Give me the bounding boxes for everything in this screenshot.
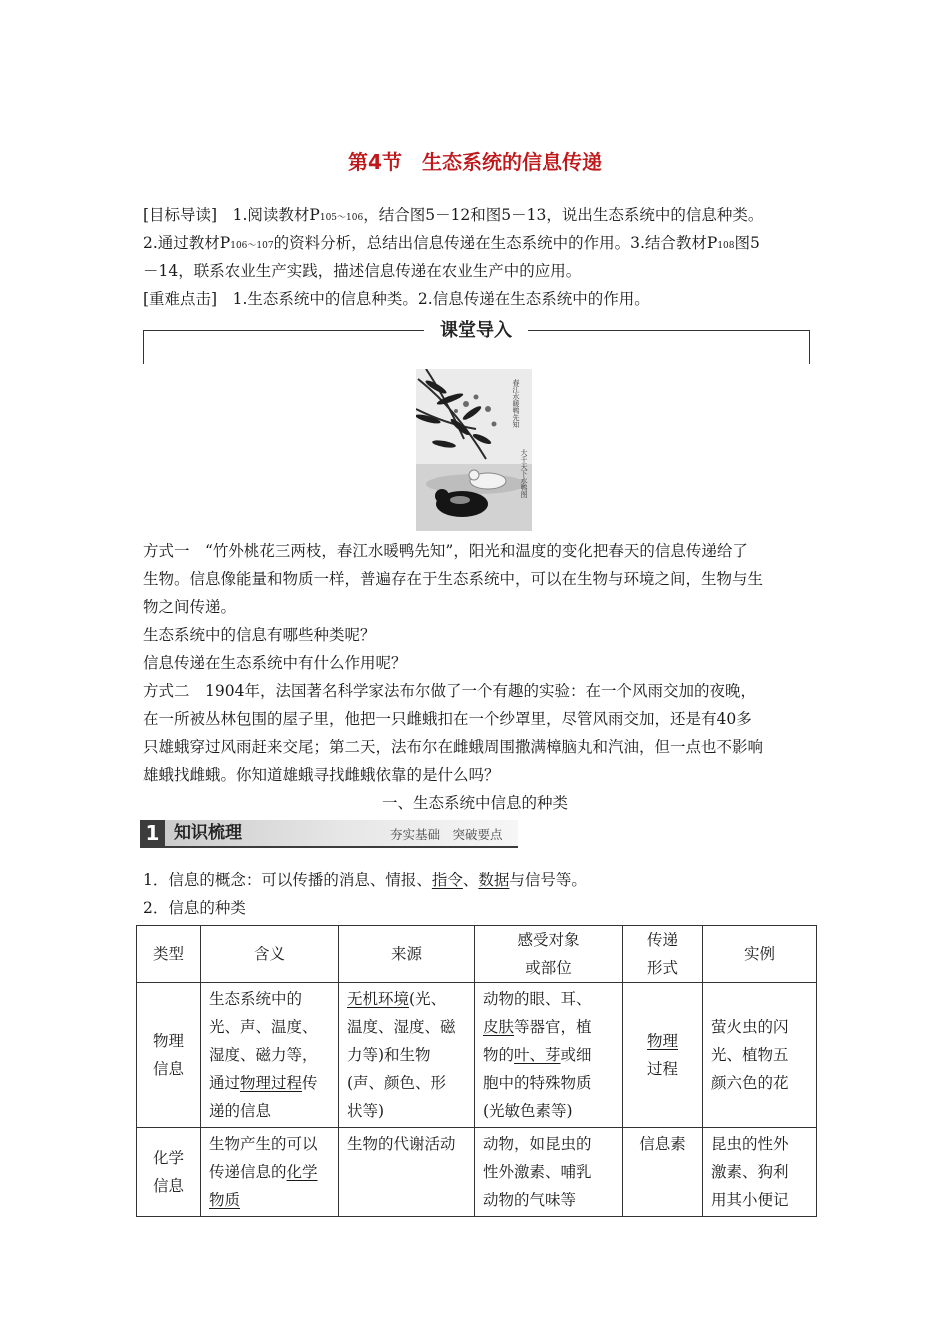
knowledge-bar-title: 知识梳理 (174, 823, 242, 843)
knowledge-bar (140, 820, 518, 846)
ink-painting-image (416, 369, 532, 531)
keypoints: [重难点击] 1.生态系统中的信息种类。2.信息传递在生态系统中的作用。 (143, 290, 650, 308)
painting-caption-text: 大千天下水鸭图 (520, 449, 528, 498)
way2-line-2: 在一所被丛林包围的屋子里，他把一只雌蛾扣在一个纱罩里，尽管风雨交加，还是有40多 (143, 710, 752, 728)
bamboo-ducks-illustration (416, 369, 532, 531)
types-heading: 2．信息的种类 (143, 899, 246, 917)
page-title: 第4节 生态系统的信息传递 (348, 150, 602, 174)
cell-mode: 信息素 (623, 1128, 703, 1217)
intro-section-label: 课堂导入 (424, 316, 528, 346)
header-source: 来源 (339, 926, 475, 983)
info-concept: 1．信息的概念：可以传播的消息、情报、指令、数据与信号等。 (143, 871, 587, 889)
goals-label: [目标导读] (143, 206, 218, 224)
blank-answer: 化学 (286, 1163, 318, 1181)
blank-answer: 叶、芽 (514, 1046, 561, 1064)
table-row-physical (137, 983, 817, 1128)
header-example: 实例 (703, 926, 817, 983)
painting-poem-text: 春江水暖鸭先知 (512, 379, 520, 428)
table-row-chemical (137, 1128, 817, 1217)
cell-type: 化学 信息 (137, 1128, 201, 1217)
header-mode: 传递 形式 (623, 926, 703, 983)
blank-answer: 物质 (209, 1191, 241, 1209)
knowledge-bar-number: 1 (140, 820, 165, 846)
blank-answer: 物理过程 (240, 1074, 303, 1092)
way2-line-4: 雄蛾找雌蛾。你知道雄蛾寻找雌蛾依靠的是什么吗？ (143, 766, 500, 784)
info-types-table (136, 925, 817, 1217)
way1-line-1: 方式一 “竹外桃花三两枝，春江水暖鸭先知”，阳光和温度的变化把春天的信息传递给了 (143, 542, 748, 560)
way2-line-1: 方式二 1904年，法国著名科学家法布尔做了一个有趣的实验：在一个风雨交加的夜晚， (143, 682, 756, 700)
way1-line-2: 生物。信息像能量和物质一样，普遍存在于生态系统中，可以在生物与环境之间，生物与生 (143, 570, 764, 588)
cell-receptor: 动物的眼、耳、 皮肤等器官，植 物的叶、芽或细 胞中的特殊物质 (光敏色素等) (475, 983, 623, 1128)
table-header-row (137, 926, 817, 983)
blank-answer: 数据 (478, 871, 510, 889)
header-meaning: 含义 (201, 926, 339, 983)
goals-line-1: [目标导读] 1.阅读教材P105～106，结合图5－12和图5－13，说出生态系统中的信息种类。 (143, 206, 764, 224)
cell-source: 无机环境(光、 温度、湿度、磁 力等)和生物 (声、颜色、形 状等) (339, 983, 475, 1128)
header-receptor: 感受对象 或部位 (475, 926, 623, 983)
question-1: 生态系统中的信息有哪些种类呢？ (143, 626, 376, 644)
knowledge-bar-tagline: 夯实基础 突破要点 (390, 827, 503, 842)
way1-line-3: 物之间传递。 (143, 598, 237, 616)
cell-type: 物理 信息 (137, 983, 201, 1128)
cell-example: 昆虫的性外 激素、狗利 用其小便记 (703, 1128, 817, 1217)
cell-mode: 物理 过程 (623, 983, 703, 1128)
cell-receptor: 动物，如昆虫的 性外激素、哺乳 动物的气味等 (475, 1128, 623, 1217)
blank-answer: 物理 (646, 1032, 678, 1050)
way2-line-3: 只雄蛾穿过风雨赶来交尾；第二天，法布尔在雌蛾周围撒满樟脑丸和汽油，但一点也不影响 (143, 738, 764, 756)
keypoints-label: [重难点击] (143, 290, 218, 308)
blank-answer: 皮肤 (483, 1018, 515, 1036)
question-2: 信息传递在生态系统中有什么作用呢？ (143, 654, 407, 672)
section-heading: 一、生态系统中信息的种类 (381, 794, 568, 812)
goals-line-2: 2.通过教材P106～107的资料分析，总结出信息传递在生态系统中的作用。3.结合教材P108图5 (143, 234, 760, 252)
cell-source: 生物的代谢活动 (339, 1128, 475, 1217)
header-type: 类型 (137, 926, 201, 983)
cell-example: 萤火虫的闪 光、植物五 颜六色的花 (703, 983, 817, 1128)
blank-answer: 无机环境 (347, 990, 410, 1008)
goals-line-3: －14，联系农业生产实践，描述信息传递在农业生产中的应用。 (143, 262, 582, 280)
cell-meaning: 生态系统中的 光、声、温度、 湿度、磁力等， 通过物理过程传 递的信息 (201, 983, 339, 1128)
cell-meaning: 生物产生的可以 传递信息的化学 物质 (201, 1128, 339, 1217)
blank-answer: 指令 (431, 871, 463, 889)
